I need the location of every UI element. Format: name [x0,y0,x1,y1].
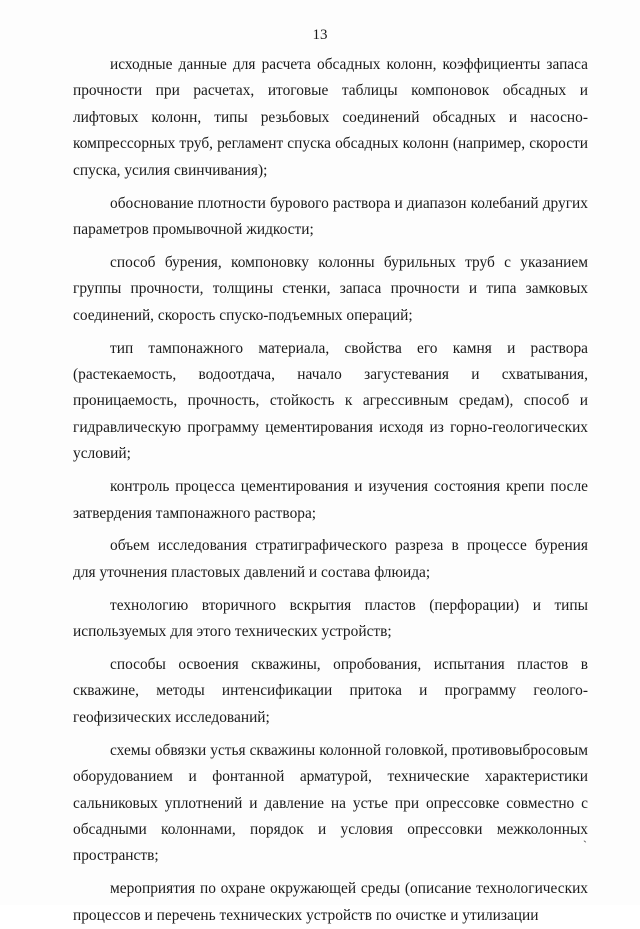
paragraph-cementing-control: контроль процесса цементирования и изучения состояния крепи после затвердения тампонажного раствора; [73,478,588,522]
page-number: 13 [312,27,328,43]
paragraph-wellhead-equipment: схемы обвязки устья скважины колонной головкой, противовыбросовым оборудованием и фонтанной арматурой, технические характеристики сальниковых уплотнений и давление на устье при опрессовке совместно с обсадными колоннами, порядок и условия опрессовки межколонных пространств; [73,741,588,865]
paragraph-perforation: технологию вторичного вскрытия пластов (перфорации) и типы используемых для этого технических устройств; [73,596,588,641]
paragraph-casing-design: исходные данные для расчета обсадных колонн, коэффициенты запаса прочности при расчетах, итоговые таблицы компоновок обсадных и лифтовых колонн, типы резьбовых соединений обсадных и насосно-компрессорных труб, регламент спуска обсадных колонн (например, скорости спуска, усилия свинчивания); [73,56,588,179]
document-body [73,52,588,929]
paragraph-environmental-protection: мероприятия по охране окружающей среды (описание технологических процессов и перечень технических устройств по очистке и утилизации [73,880,588,924]
paragraph-cement-material: тип тампонажного материала, свойства его камня и раствора (растекаемость, водоотдача, начало загустевания и схватывания, проницаемость, прочность, стойкость к агрессивным средам), способ и гидравлическую программу цементирования исходя из горно-геологических условий; [73,339,588,463]
scan-mark: ` [583,838,587,852]
paragraph-stratigraphic-study: объем исследования стратиграфического разреза в процессе бурения для уточнения пластовых давлений и состава флюида; [73,537,588,581]
paragraph-drilling-method: способ бурения, компоновку колонны бурильных труб с указанием группы прочности, толщины стенки, запаса прочности и типа замковых соединений, скорость спуско-подъемных операций; [73,253,588,324]
paragraph-drilling-fluid: обоснование плотности бурового раствора и диапазон колебаний других параметров промывочной жидкости; [73,194,588,238]
paragraph-well-completion: способы освоения скважины, опробования, испытания пластов в скважине, методы интенсификации притока и программу геолого-геофизических исследований; [73,656,588,726]
